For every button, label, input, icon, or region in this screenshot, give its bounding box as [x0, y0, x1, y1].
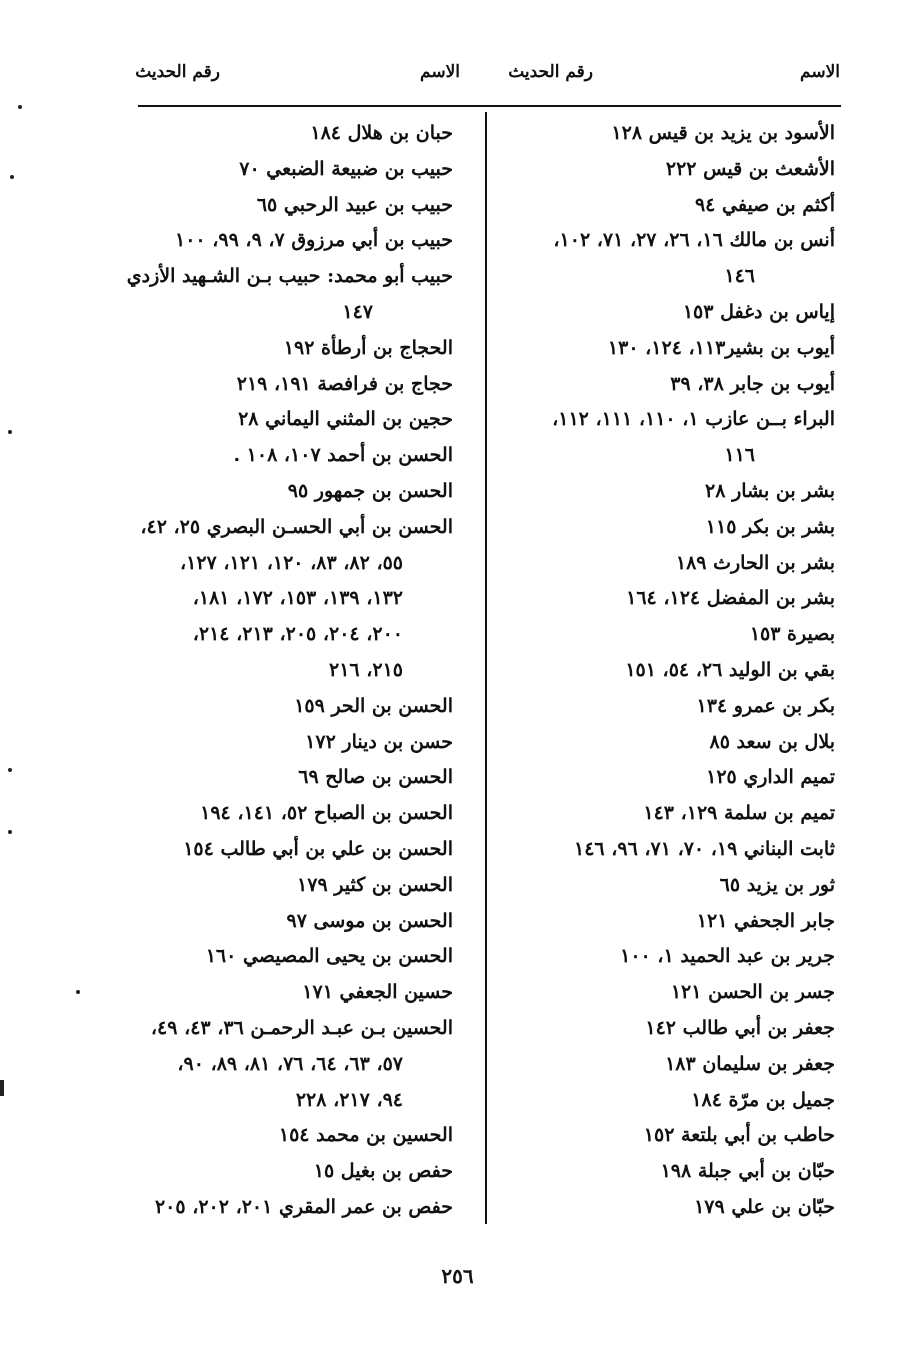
- index-entry: إياس بن دغفل ١٥٣: [682, 300, 835, 323]
- header-rule: [138, 105, 841, 107]
- index-entry: بشر بن الحارث ١٨٩: [675, 551, 835, 574]
- scan-edge-mark: [0, 1080, 4, 1096]
- index-entry: بشر بن المفضل ١٢٤، ١٦٤: [626, 587, 835, 610]
- header-right-number: رقم الحديث: [508, 62, 593, 82]
- header-left-name: الاسم: [420, 62, 460, 82]
- page-number: ٢٥٦: [441, 1264, 474, 1288]
- header-right-name: الاسم: [800, 62, 840, 82]
- index-entry: تميم الداري ١٢٥: [706, 766, 835, 789]
- scan-speck: [8, 768, 12, 772]
- scan-speck: [8, 430, 12, 434]
- index-entry: الحسين بن محمد ١٥٤: [278, 1124, 453, 1147]
- column-divider: [485, 112, 487, 1224]
- index-entry: حفص بن بغيل ١٥: [313, 1160, 453, 1183]
- index-entry-continuation: ١٣٢، ١٣٩، ١٥٣، ١٧٢، ١٨١،: [192, 587, 403, 610]
- index-entry: حبّان بن أبي جبلة ١٩٨: [660, 1160, 835, 1183]
- index-entry-continuation: ٥٧، ٦٣، ٦٤، ٧٦، ٨١، ٨٩، ٩٠،: [177, 1052, 403, 1075]
- index-entry: جرير بن عبد الحميد ١، ١٠٠: [620, 945, 835, 968]
- index-column-right: [495, 116, 835, 1226]
- index-entry: جابر الجحفي ١٢١: [696, 909, 835, 932]
- index-entry: حبيب بن ضبيعة الضبعي ٧٠: [239, 157, 453, 180]
- index-entry-continuation: ١١٦: [724, 444, 755, 467]
- index-entry: بصيرة ١٥٣: [749, 623, 835, 646]
- index-entry: الحسن بن كثير ١٧٩: [297, 873, 453, 896]
- index-entry: حفص بن عمر المقري ٢٠١، ٢٠٢، ٢٠٥: [154, 1195, 453, 1218]
- index-entry: أكثم بن صيفي ٩٤: [694, 193, 835, 216]
- index-entry: ثور بن يزيد ٦٥: [719, 873, 835, 896]
- index-entry: بشر بن بشار ٢٨: [705, 479, 835, 502]
- index-entry: الحسن بن الصباح ٥٢، ١٤١، ١٩٤: [200, 802, 453, 825]
- index-entry-continuation: ٢١٥، ٢١٦: [329, 658, 403, 681]
- scan-speck: [76, 990, 80, 994]
- index-entry: الحسين بـن عبـد الرحمـن ٣٦، ٤٣، ٤٩،: [150, 1016, 453, 1039]
- index-entry-continuation: ٥٥، ٨٢، ٨٣، ١٢٠، ١٢١، ١٢٧،: [179, 551, 403, 574]
- index-entry: الحسن بن صالح ٦٩: [298, 766, 453, 789]
- index-entry: حاطب بن أبي بلتعة ١٥٢: [643, 1124, 835, 1147]
- index-entry: حبان بن هلال ١٨٤: [310, 122, 453, 144]
- index-entry: أيوب بن بشير١١٣، ١٢٤، ١٣٠: [607, 336, 835, 359]
- index-entry-continuation: ٩٤، ٢١٧، ٢٢٨: [295, 1088, 403, 1111]
- index-entry: حجين بن المثني اليماني ٢٨: [238, 408, 453, 431]
- index-entry: تميم بن سلمة ١٢٩، ١٤٣: [643, 802, 835, 825]
- index-entry: الحسن بن جمهور ٩٥: [287, 479, 453, 502]
- scan-speck: [18, 105, 22, 109]
- index-entry: ثابت البناني ١٩، ٧٠، ٧١، ٩٦، ١٤٦: [573, 837, 835, 860]
- index-entry: الحجاج بن أرطأة ١٩٢: [283, 336, 453, 359]
- index-entry: أنس بن مالك ١٦، ٢٦، ٢٧، ٧١، ١٠٢،: [553, 229, 835, 252]
- scan-speck: [8, 830, 12, 834]
- index-entry: جعفر بن سليمان ١٨٣: [665, 1052, 835, 1075]
- index-entry: حسين الجعفي ١٧١: [302, 981, 453, 1004]
- index-entry: الحسن بن أحمد ١٠٧، ١٠٨ .: [233, 444, 453, 467]
- index-entry: الأسود بن يزيد بن قيس ١٢٨: [611, 122, 835, 144]
- index-entry: الحسن بن موسى ٩٧: [286, 909, 453, 932]
- index-entry: حبيب بن عبيد الرحبي ٦٥: [256, 193, 453, 216]
- index-entry: جعفر بن أبي طالب ١٤٢: [645, 1016, 835, 1039]
- index-entry: الأشعث بن قيس ٢٢٢: [665, 157, 835, 180]
- header-left-number: رقم الحديث: [135, 62, 220, 82]
- index-entry: حبّان بن علي ١٧٩: [694, 1195, 835, 1218]
- index-entry: جسر بن الحسن ١٢١: [670, 981, 835, 1004]
- index-entry-continuation: ١٤٧: [342, 300, 373, 323]
- index-entry: الحسن بن الحر ١٥٩: [294, 694, 453, 717]
- index-entry: بشر بن بكر ١١٥: [705, 515, 835, 538]
- index-entry: حسن بن دينار ١٧٢: [305, 730, 453, 753]
- index-column-left: [123, 116, 453, 1226]
- index-entry: حبيب بن أبي مرزوق ٧، ٩، ٩٩، ١٠٠: [175, 229, 453, 252]
- index-entry: أيوب بن جابر ٣٨، ٣٩: [670, 372, 835, 395]
- index-entry-continuation: ٢٠٠، ٢٠٤، ٢٠٥، ٢١٣، ٢١٤،: [192, 623, 403, 646]
- index-entry: حبيب أبو محمد: حبيب بـن الشـهيد الأزدي: [126, 265, 453, 288]
- index-entry: الحسن بن أبي الحسـن البصري ٢٥، ٤٢،: [140, 515, 453, 538]
- index-entry: البراء بــن عازب ١، ١١٠، ١١١، ١١٢،: [552, 408, 835, 431]
- index-entry: بقي بن الوليد ٢٦، ٥٤، ١٥١: [625, 658, 835, 681]
- index-entry: بكر بن عمرو ١٣٤: [696, 694, 835, 717]
- index-entry: حجاج بن فرافصة ١٩١، ٢١٩: [236, 372, 453, 395]
- index-entry: بلال بن سعد ٨٥: [709, 730, 835, 753]
- index-entry: الحسن بن يحيى المصيصي ١٦٠: [205, 945, 453, 968]
- index-entry-continuation: ١٤٦: [724, 265, 755, 288]
- index-entry: الحسن بن علي بن أبي طالب ١٥٤: [183, 837, 453, 860]
- index-entry: جميل بن مرّة ١٨٤: [691, 1088, 835, 1111]
- scan-speck: [10, 175, 14, 179]
